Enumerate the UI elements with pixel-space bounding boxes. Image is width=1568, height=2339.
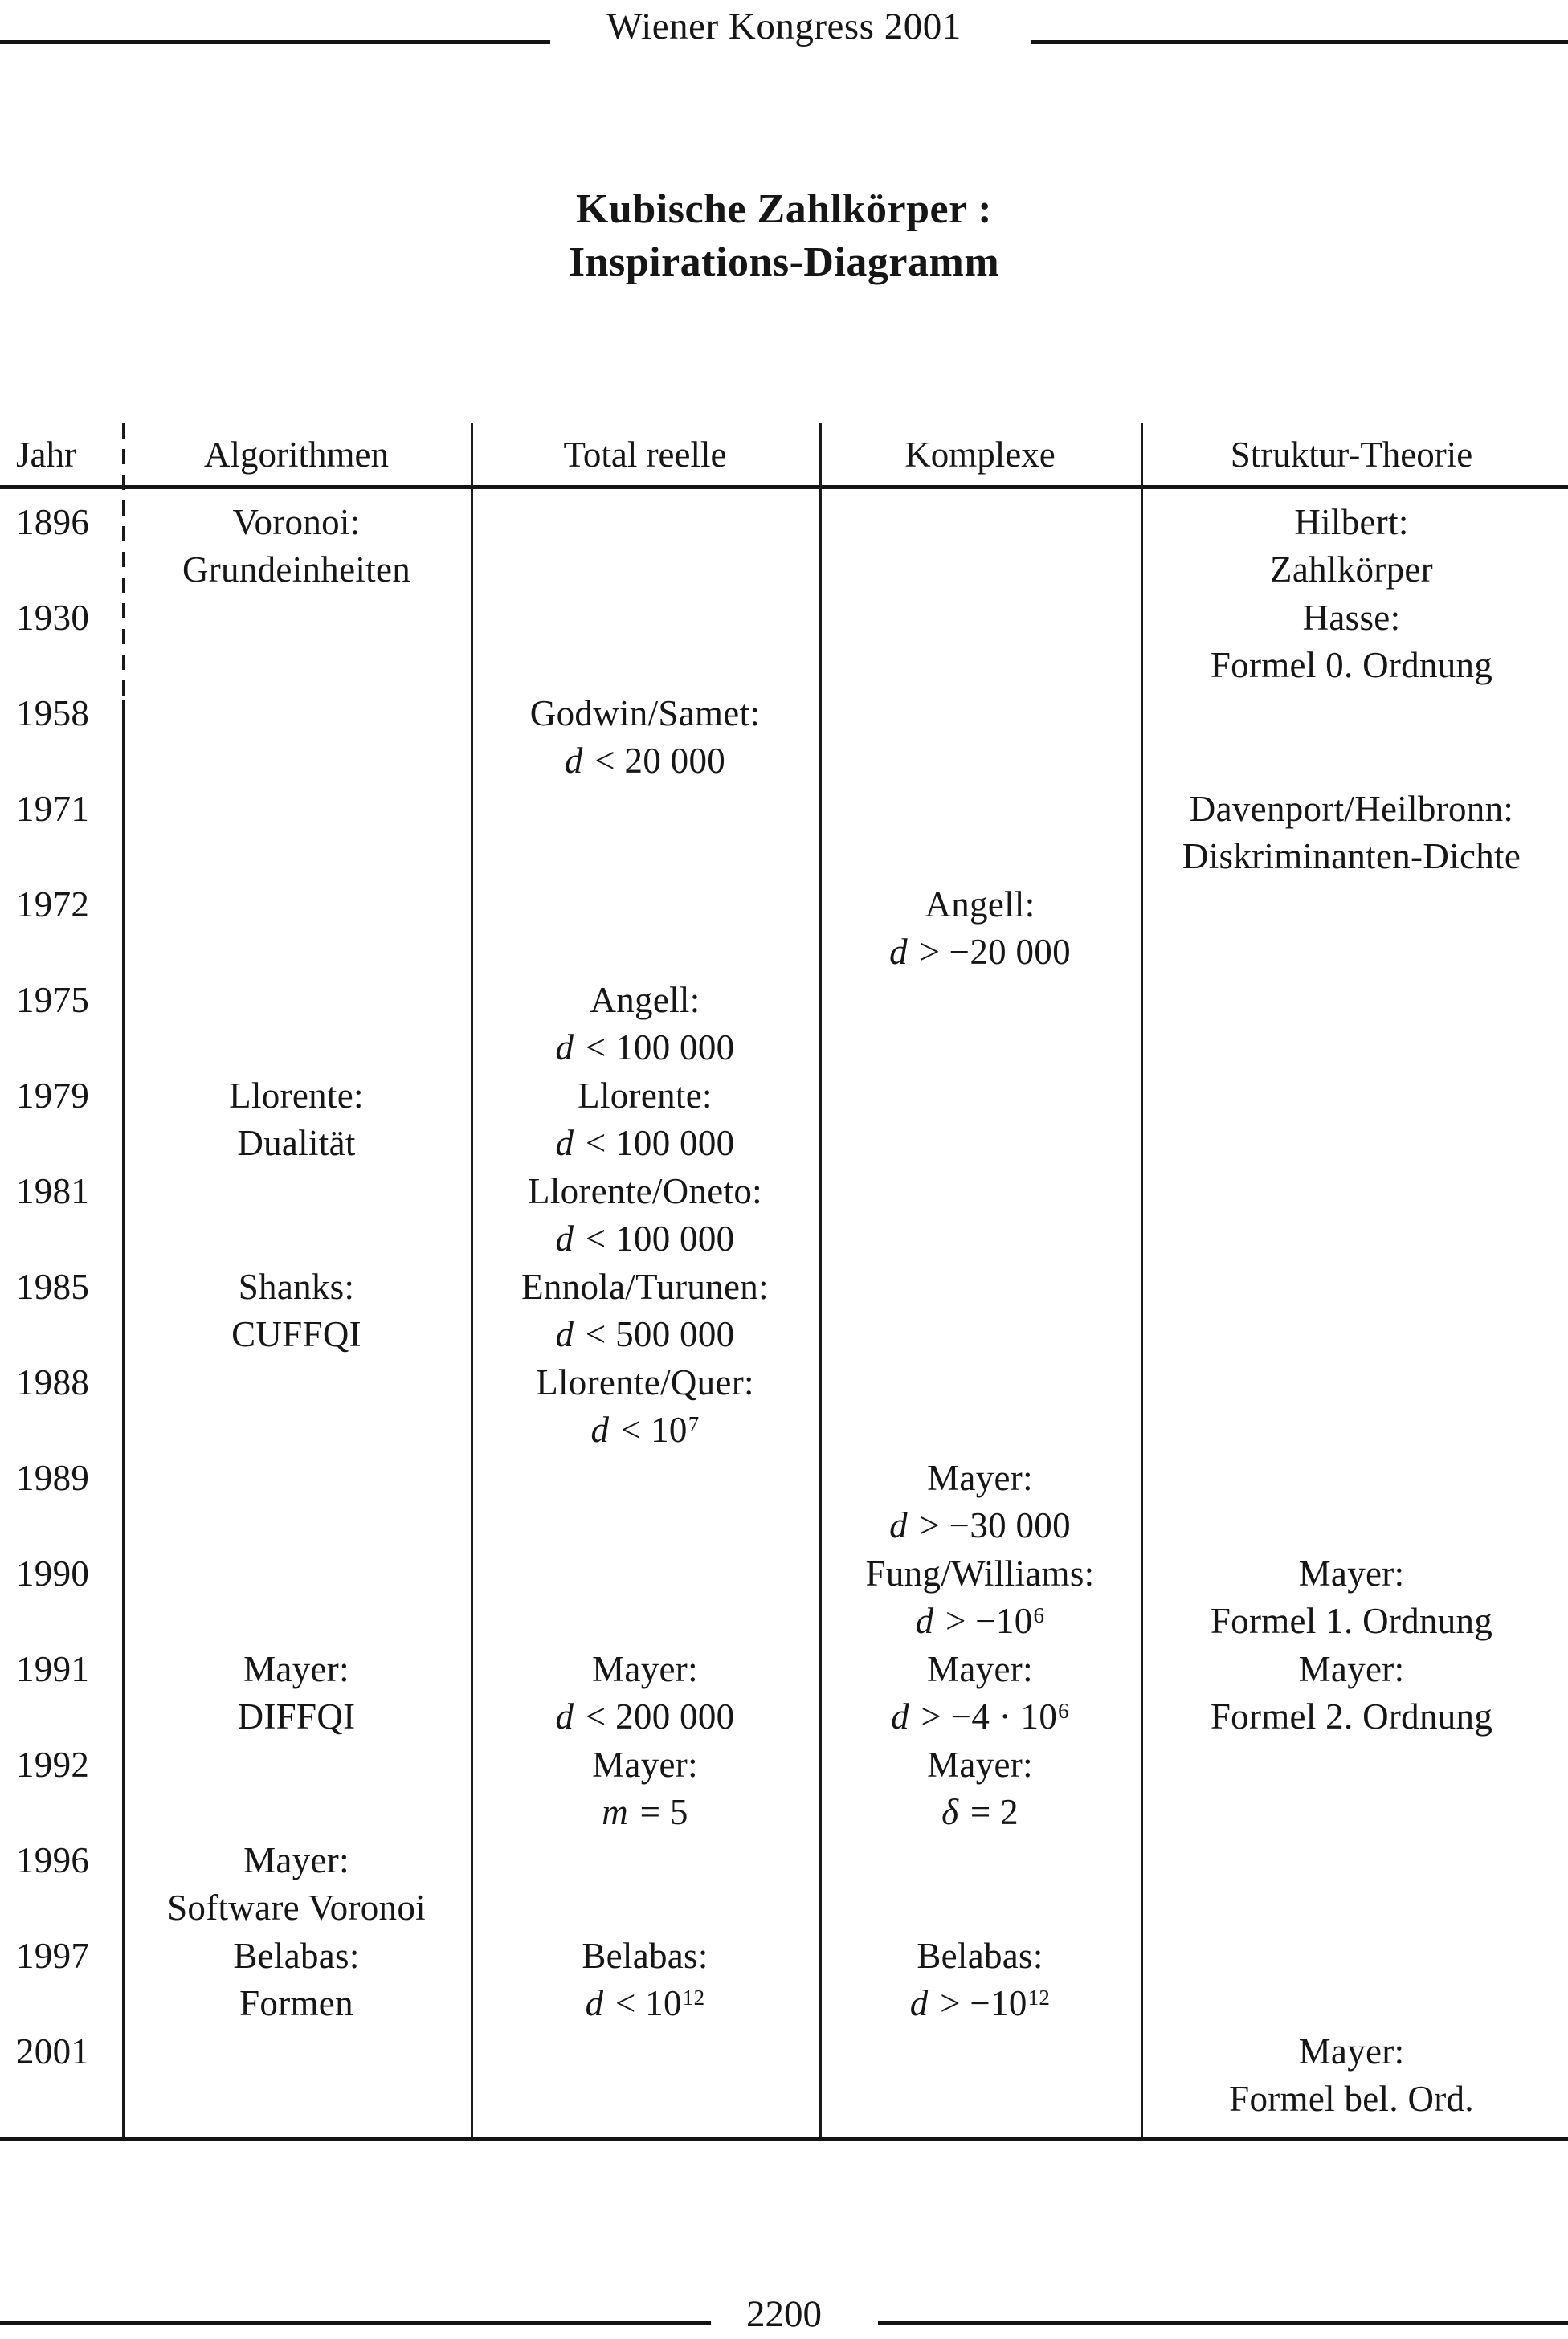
cell-total-reelle xyxy=(471,1836,819,1932)
table-row xyxy=(6,1645,1562,1741)
table-row xyxy=(6,1932,1562,2027)
table-body xyxy=(6,498,1562,2123)
entry-line: Zahlkörper xyxy=(1270,549,1433,590)
table-header-rule xyxy=(0,485,1568,489)
entry-line: Mayer: xyxy=(1298,1648,1405,1689)
cell-jahr xyxy=(6,1741,122,1836)
page-header xyxy=(0,5,1568,61)
entry-line: Hilbert: xyxy=(1294,501,1409,542)
cell-jahr xyxy=(6,976,122,1072)
table-row xyxy=(6,1741,1562,1836)
year-label: 1990 xyxy=(16,1553,90,1594)
cell-struktur-theorie xyxy=(1141,1741,1562,1836)
header-rule-right xyxy=(1031,40,1568,44)
column-header-struktur-theorie: Struktur-Theorie xyxy=(1230,434,1473,475)
cell-total-reelle xyxy=(471,689,819,785)
cell-algorithmen xyxy=(122,1645,471,1741)
cell-komplexe xyxy=(819,498,1141,594)
entry-line: Belabas: xyxy=(917,1935,1043,1976)
year-label: 1991 xyxy=(16,1648,90,1689)
table-row xyxy=(6,594,1562,689)
entry-line: Angell: xyxy=(590,979,700,1020)
cell-total-reelle xyxy=(471,785,819,880)
year-label: 1975 xyxy=(16,979,90,1020)
column-header-komplexe: Komplexe xyxy=(904,434,1056,475)
cell-komplexe xyxy=(819,1645,1141,1741)
cell-jahr xyxy=(6,594,122,689)
entry-line: Dualität xyxy=(237,1123,356,1164)
page-number: 2200 xyxy=(746,2293,822,2335)
cell-struktur-theorie xyxy=(1141,1645,1562,1741)
year-label: 1979 xyxy=(16,1075,90,1116)
cell-jahr xyxy=(6,498,122,594)
year-label: 1997 xyxy=(16,1935,90,1976)
cell-struktur-theorie xyxy=(1141,498,1562,594)
entry-line: DIFFQI xyxy=(237,1696,356,1737)
table-row xyxy=(6,976,1562,1072)
entry-line: Mayer: xyxy=(927,1457,1033,1498)
cell-struktur-theorie xyxy=(1141,689,1562,785)
cell-struktur-theorie xyxy=(1141,1263,1562,1358)
table-row xyxy=(6,2027,1562,2123)
column-header-jahr: Jahr xyxy=(16,434,76,475)
cell-komplexe xyxy=(819,1454,1141,1549)
entry-line: Formel bel. Ord. xyxy=(1229,2079,1474,2120)
entry-line: Diskriminanten-Dichte xyxy=(1182,836,1521,877)
year-label: 1981 xyxy=(16,1170,90,1211)
table-row xyxy=(6,1072,1562,1167)
cell-jahr xyxy=(6,1072,122,1167)
cell-struktur-theorie xyxy=(1141,2027,1562,2123)
entry-line: Fung/Williams: xyxy=(865,1553,1095,1594)
cell-total-reelle xyxy=(471,1072,819,1167)
cell-komplexe xyxy=(819,1263,1141,1358)
entry-line: $d < 10^{12}$ xyxy=(585,1983,705,2024)
cell-algorithmen xyxy=(122,1358,471,1454)
cell-total-reelle xyxy=(471,1167,819,1263)
entry-line: $d > -4 \cdot 10^6$ xyxy=(891,1696,1069,1737)
entry-line: $d > -10^6$ xyxy=(915,1601,1045,1642)
entry-line: Mayer: xyxy=(243,1648,349,1689)
cell-komplexe xyxy=(819,2027,1141,2123)
cell-algorithmen xyxy=(122,1932,471,2027)
cell-jahr xyxy=(6,1549,122,1645)
cell-komplexe xyxy=(819,1358,1141,1454)
cell-algorithmen xyxy=(122,1072,471,1167)
cell-algorithmen xyxy=(122,785,471,880)
cell-jahr xyxy=(6,1263,122,1358)
cell-jahr xyxy=(6,1932,122,2027)
cell-algorithmen xyxy=(122,1741,471,1836)
cell-jahr xyxy=(6,785,122,880)
entry-line: Formel 0. Ordnung xyxy=(1210,645,1493,686)
entry-line: Mayer: xyxy=(592,1648,698,1689)
cell-algorithmen xyxy=(122,1549,471,1645)
document-title-line2: Inspirations-Diagramm xyxy=(568,239,1000,285)
table-row xyxy=(6,498,1562,594)
year-label: 1985 xyxy=(16,1266,90,1307)
entry-line: Formen xyxy=(239,1983,353,2024)
cell-total-reelle xyxy=(471,1358,819,1454)
entry-line: CUFFQI xyxy=(231,1314,361,1355)
cell-total-reelle xyxy=(471,1645,819,1741)
cell-algorithmen xyxy=(122,1836,471,1932)
cell-struktur-theorie xyxy=(1141,1454,1562,1549)
table-row xyxy=(6,1358,1562,1454)
document-title-line1: Kubische Zahlkörper : xyxy=(575,186,993,232)
table-row xyxy=(6,880,1562,976)
cell-algorithmen xyxy=(122,594,471,689)
cell-struktur-theorie xyxy=(1141,785,1562,880)
entry-line: Llorente/Quer: xyxy=(536,1361,754,1402)
entry-line: d > −30 000 xyxy=(889,1505,1071,1546)
table-row xyxy=(6,785,1562,880)
cell-komplexe xyxy=(819,1072,1141,1167)
cell-total-reelle xyxy=(471,976,819,1072)
entry-line: Grundeinheiten xyxy=(182,549,411,590)
cell-struktur-theorie xyxy=(1141,1932,1562,2027)
cell-komplexe xyxy=(819,785,1141,880)
entry-line: Shanks: xyxy=(238,1266,355,1307)
cell-komplexe xyxy=(819,1741,1141,1836)
entry-line: Mayer: xyxy=(243,1839,349,1880)
year-label: 1989 xyxy=(16,1457,90,1498)
cell-komplexe xyxy=(819,1932,1141,2027)
entry-line: Mayer: xyxy=(1298,2031,1405,2072)
cell-algorithmen xyxy=(122,976,471,1072)
entry-line: Ennola/Turunen: xyxy=(521,1266,769,1307)
cell-total-reelle xyxy=(471,1549,819,1645)
entry-line: $d > -10^{12}$ xyxy=(909,1983,1051,2024)
cell-struktur-theorie xyxy=(1141,1167,1562,1263)
cell-jahr xyxy=(6,880,122,976)
timeline-table xyxy=(6,423,1562,2141)
column-header-algorithmen: Algorithmen xyxy=(204,434,389,475)
cell-total-reelle xyxy=(471,2027,819,2123)
cell-jahr xyxy=(6,2027,122,2123)
cell-komplexe xyxy=(819,976,1141,1072)
column-header-total-reelle: Total reelle xyxy=(563,434,727,475)
year-label: 1992 xyxy=(16,1744,90,1785)
cell-struktur-theorie xyxy=(1141,1358,1562,1454)
cell-komplexe xyxy=(819,1167,1141,1263)
table-header-row xyxy=(6,423,1562,485)
cell-jahr xyxy=(6,1645,122,1741)
year-label: 1988 xyxy=(16,1361,90,1402)
entry-line: Formel 1. Ordnung xyxy=(1210,1601,1493,1642)
cell-total-reelle xyxy=(471,1454,819,1549)
entry-line: $d < 10^7$ xyxy=(590,1410,700,1451)
year-label: 1996 xyxy=(16,1839,90,1880)
entry-line: d < 100 000 xyxy=(555,1218,735,1259)
entry-line: Voronoi: xyxy=(232,501,361,542)
entry-line: Software Voronoi xyxy=(167,1888,426,1929)
entry-line: Mayer: xyxy=(1298,1553,1405,1594)
table-row xyxy=(6,689,1562,785)
cell-jahr xyxy=(6,1836,122,1932)
cell-algorithmen xyxy=(122,880,471,976)
cell-struktur-theorie xyxy=(1141,976,1562,1072)
cell-jahr xyxy=(6,1454,122,1549)
cell-struktur-theorie xyxy=(1141,880,1562,976)
entry-line: d < 200 000 xyxy=(555,1696,735,1737)
cell-algorithmen xyxy=(122,1454,471,1549)
entry-line: Hasse: xyxy=(1302,597,1401,638)
cell-total-reelle xyxy=(471,1741,819,1836)
cell-komplexe xyxy=(819,1549,1141,1645)
year-label: 1958 xyxy=(16,692,90,733)
entry-line: d < 100 000 xyxy=(555,1027,735,1068)
year-label: 1930 xyxy=(16,597,90,638)
entry-line: d < 100 000 xyxy=(555,1123,735,1164)
entry-line: Belabas: xyxy=(582,1935,708,1976)
entry-line: Formel 2. Ordnung xyxy=(1210,1696,1493,1737)
cell-algorithmen xyxy=(122,498,471,594)
entry-line: Davenport/Heilbronn: xyxy=(1189,788,1514,829)
entry-line: Angell: xyxy=(925,884,1035,925)
cell-komplexe xyxy=(819,880,1141,976)
entry-line: Mayer: xyxy=(927,1744,1033,1785)
year-label: 1896 xyxy=(16,501,90,542)
cell-algorithmen xyxy=(122,689,471,785)
cell-komplexe xyxy=(819,689,1141,785)
entry-line: d < 20 000 xyxy=(564,741,726,782)
year-label: 2001 xyxy=(16,2031,90,2072)
entry-line: δ = 2 xyxy=(941,1792,1019,1833)
cell-total-reelle xyxy=(471,498,819,594)
cell-jahr xyxy=(6,1358,122,1454)
year-label: 1972 xyxy=(16,884,90,925)
cell-total-reelle xyxy=(471,1263,819,1358)
cell-jahr xyxy=(6,689,122,785)
year-label: 1971 xyxy=(16,788,90,829)
table-row xyxy=(6,1167,1562,1263)
cell-komplexe xyxy=(819,1836,1141,1932)
table-row xyxy=(6,1263,1562,1358)
entry-line: d > −20 000 xyxy=(889,932,1071,973)
table-row xyxy=(6,1836,1562,1932)
entry-line: Godwin/Samet: xyxy=(529,692,761,733)
document-title xyxy=(0,183,1568,289)
cell-algorithmen xyxy=(122,1263,471,1358)
cell-jahr xyxy=(6,1167,122,1263)
cell-struktur-theorie xyxy=(1141,1836,1562,1932)
cell-total-reelle xyxy=(471,880,819,976)
footer-rule-right xyxy=(878,2321,1568,2325)
entry-line: m = 5 xyxy=(602,1792,688,1833)
entry-line: Llorente: xyxy=(578,1075,713,1116)
cell-algorithmen xyxy=(122,2027,471,2123)
entry-line: Llorente/Oneto: xyxy=(528,1170,762,1211)
entry-line: Mayer: xyxy=(592,1744,698,1785)
entry-line: Belabas: xyxy=(233,1935,360,1976)
conference-header-title: Wiener Kongress 2001 xyxy=(606,6,962,47)
cell-total-reelle xyxy=(471,594,819,689)
cell-struktur-theorie xyxy=(1141,1072,1562,1167)
cell-total-reelle xyxy=(471,1932,819,2027)
cell-komplexe xyxy=(819,594,1141,689)
entry-line: Llorente: xyxy=(229,1075,364,1116)
table-row xyxy=(6,1454,1562,1549)
entry-line: Mayer: xyxy=(927,1648,1033,1689)
cell-struktur-theorie xyxy=(1141,594,1562,689)
table-bottom-rule xyxy=(0,2137,1568,2141)
table-row xyxy=(6,1549,1562,1645)
cell-struktur-theorie xyxy=(1141,1549,1562,1645)
entry-line: d < 500 000 xyxy=(555,1314,735,1355)
cell-algorithmen xyxy=(122,1167,471,1263)
